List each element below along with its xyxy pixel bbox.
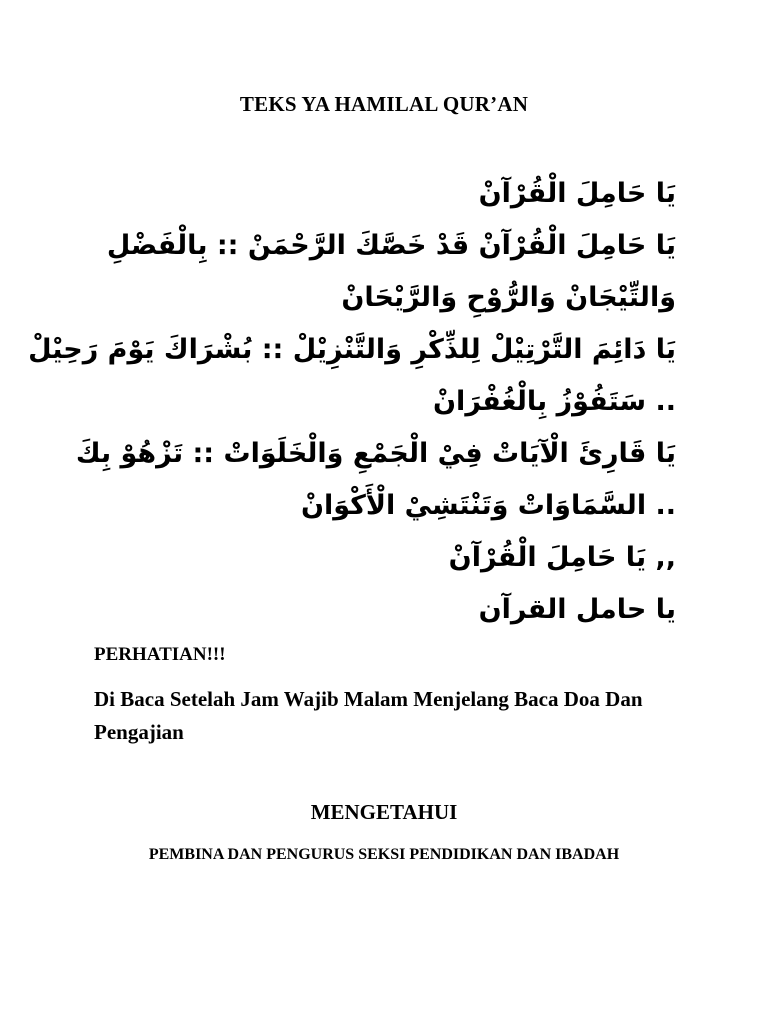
arabic-line-5: .. سَتَفُوْزُ بِالْغُفْرَانْ (433, 386, 676, 417)
arabic-line-9: يا حامل القرآن (478, 594, 676, 625)
arabic-line-3: وَالتِّيْجَانْ وَالرُّوْحِ وَالرَّيْحَانْ (341, 282, 676, 313)
mengetahui-label: MENGETAHUI (310, 800, 458, 824)
arabic-line-1: يَا حَامِلَ الْقُرْآنْ (478, 178, 676, 209)
instruction-text: Di Baca Setelah Jam Wajib Malam Menjelang Baca Doa Dan Pengajian (94, 687, 643, 744)
arabic-line-7: .. السَّمَاوَاتْ وَتَنْتَشِيْ الْأَكْوَانْ (300, 490, 676, 521)
arabic-line-2: يَا حَامِلَ الْقُرْآنْ قَدْ خَصَّكَ الرَّحْمَنْ :: بِالْفَضْلِ (106, 230, 676, 261)
document-title: TEKS YA HAMILAL QUR’AN (239, 92, 529, 116)
perhatian-label: PERHATIAN!!! (94, 644, 226, 665)
arabic-line-8: ,, يَا حَامِلَ الْقُرْآنْ (448, 542, 676, 573)
arabic-line-6: يَا قَارِئَ الْآيَاتْ فِيْ الْجَمْعِ وَالْخَلَوَاتْ :: تَزْهُوْ بِكَ (75, 438, 676, 469)
arabic-text-block (28, 168, 676, 636)
arabic-line-4: يَا دَائِمَ التَّرْتِيْلْ لِلذِّكْرِ وَالتَّنْزِيْلْ :: بُشْرَاكَ يَوْمَ رَحِيْلْ (28, 334, 676, 365)
signatory-text: PEMBINA DAN PENGURUS SEKSI PENDIDIKAN DAN IBADAH (148, 846, 620, 863)
